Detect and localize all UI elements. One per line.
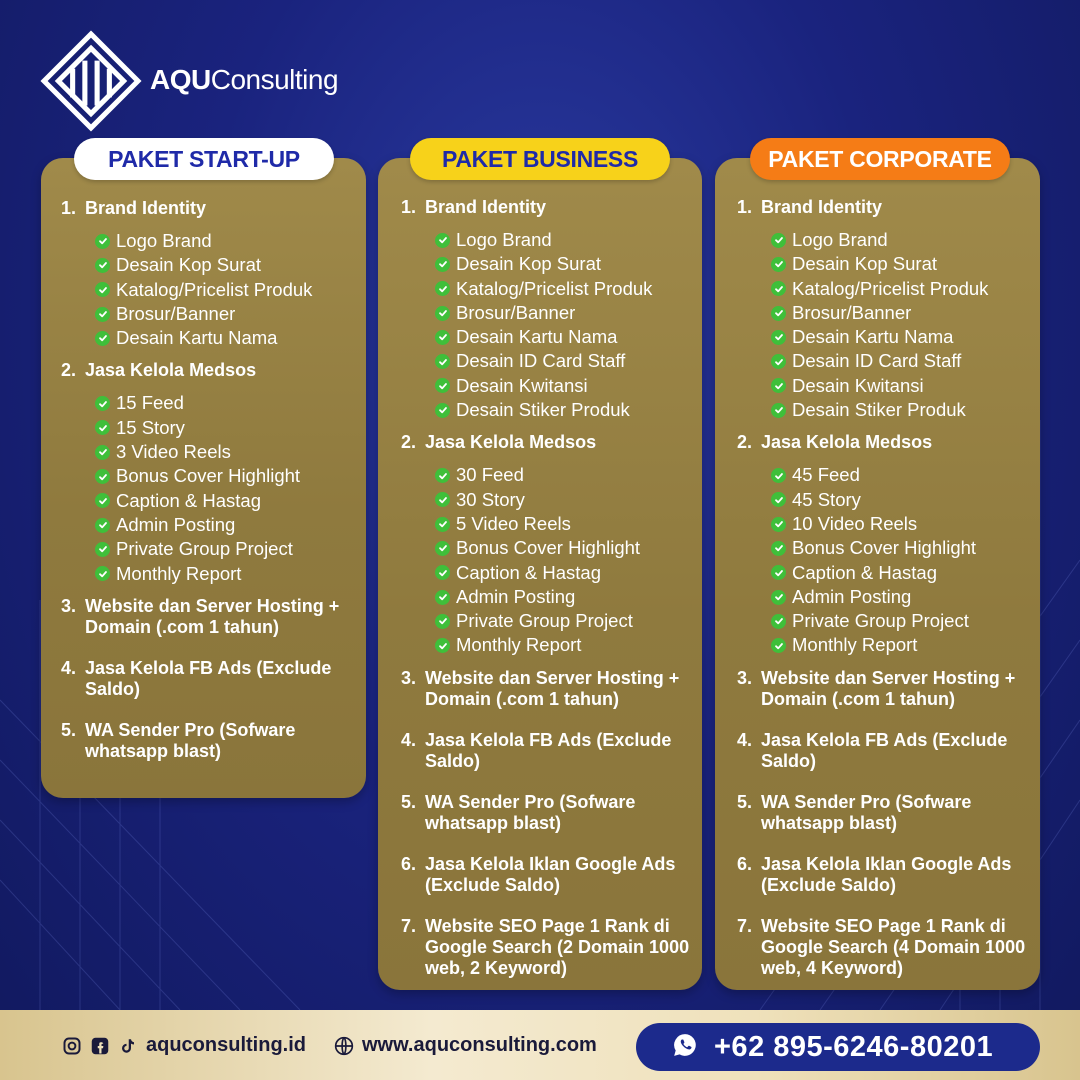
feature-label: Desain ID Card Staff <box>792 350 962 372</box>
feature-label: Desain Kwitansi <box>792 374 924 396</box>
feature-label: Caption & Hastag <box>792 561 938 583</box>
whatsapp-icon <box>672 1032 698 1063</box>
checkmark-icon <box>435 378 450 393</box>
section-number: 4. <box>737 729 753 750</box>
feature-label: Desain Kartu Nama <box>116 327 278 349</box>
section-number: 4. <box>401 729 417 750</box>
section-number: 7. <box>401 915 417 936</box>
instagram-icon[interactable] <box>62 1036 82 1056</box>
list-item <box>435 463 693 487</box>
checkmark-icon <box>95 566 110 581</box>
checkmark-icon <box>95 258 110 273</box>
section-heading <box>401 668 693 710</box>
section-number: 5. <box>61 719 77 740</box>
section-heading <box>401 916 693 979</box>
list-item <box>771 374 1031 398</box>
facebook-icon[interactable] <box>90 1036 110 1056</box>
feature-label: Private Group Project <box>792 610 969 632</box>
section-heading <box>401 854 693 896</box>
feature-list <box>435 228 693 422</box>
list-item <box>771 463 1031 487</box>
section-heading <box>401 792 693 834</box>
feature-label: Desain Kop Surat <box>456 253 602 275</box>
feature-label: Bonus Cover Highlight <box>456 537 641 559</box>
list-item <box>435 585 693 609</box>
section-heading <box>61 360 356 381</box>
feature-label: Private Group Project <box>456 610 633 632</box>
checkmark-icon <box>435 281 450 296</box>
feature-label: Private Group Project <box>116 538 293 560</box>
feature-label: Desain Kartu Nama <box>456 326 618 348</box>
list-item <box>95 513 356 537</box>
section-heading <box>401 432 693 453</box>
list-item <box>435 488 693 512</box>
checkmark-icon <box>95 420 110 435</box>
checkmark-icon <box>435 517 450 532</box>
list-item <box>95 537 356 561</box>
package-list-corporate <box>737 197 1031 999</box>
checkmark-icon <box>771 354 786 369</box>
feature-label: Brosur/Banner <box>792 301 912 323</box>
list-item <box>435 512 693 536</box>
checkmark-icon <box>771 330 786 345</box>
checkmark-icon <box>95 493 110 508</box>
section-title: Website dan Server Hosting + Domain (.com 1 tahun) <box>761 667 1016 709</box>
section-heading <box>61 720 356 762</box>
list-item <box>95 278 356 302</box>
checkmark-icon <box>95 396 110 411</box>
section-number: 6. <box>737 853 753 874</box>
checkmark-icon <box>435 257 450 272</box>
checkmark-icon <box>435 541 450 556</box>
section-title: Website SEO Page 1 Rank di Google Search (2 Domain 1000 web, 2 Keyword) <box>425 915 690 978</box>
section-title: Jasa Kelola Medsos <box>761 432 933 453</box>
list-item <box>95 326 356 350</box>
list-item <box>771 609 1031 633</box>
feature-label: Admin Posting <box>792 585 912 607</box>
list-item <box>771 277 1031 301</box>
section-heading <box>61 658 356 700</box>
checkmark-icon <box>435 330 450 345</box>
feature-label: 10 Video Reels <box>792 512 918 534</box>
section-title: Jasa Kelola Iklan Google Ads (Exclude Saldo) <box>761 853 1012 895</box>
list-item <box>771 325 1031 349</box>
list-item <box>771 585 1031 609</box>
section-heading <box>737 432 1031 453</box>
checkmark-icon <box>435 492 450 507</box>
section-heading <box>737 916 1031 979</box>
section-number: 2. <box>737 432 753 453</box>
feature-label: 3 Video Reels <box>116 441 231 463</box>
feature-label: Desain Kop Surat <box>116 254 262 276</box>
list-item <box>435 398 693 422</box>
list-item <box>95 416 356 440</box>
section-title: Jasa Kelola FB Ads (Exclude Saldo) <box>425 729 672 771</box>
feature-label: Katalog/Pricelist Produk <box>792 277 989 299</box>
section-heading <box>737 854 1031 896</box>
list-item <box>771 349 1031 373</box>
package-list-business <box>401 197 693 999</box>
section-number: 1. <box>401 197 417 217</box>
section-heading <box>401 730 693 772</box>
list-item <box>435 374 693 398</box>
list-item <box>435 609 693 633</box>
checkmark-icon <box>771 565 786 580</box>
checkmark-icon <box>771 306 786 321</box>
section-title: Website dan Server Hosting + Domain (.com 1 tahun) <box>85 595 340 637</box>
section-number: 1. <box>61 198 77 218</box>
list-item <box>435 301 693 325</box>
section-title: Brand Identity <box>425 197 547 217</box>
checkmark-icon <box>771 257 786 272</box>
list-item <box>95 229 356 253</box>
list-item <box>95 302 356 326</box>
feature-label: 30 Feed <box>456 464 524 486</box>
list-item <box>95 391 356 415</box>
feature-label: Katalog/Pricelist Produk <box>456 277 653 299</box>
section-number: 5. <box>401 791 417 812</box>
feature-label: Logo Brand <box>792 229 888 250</box>
section-title: WA Sender Pro (Sofware whatsapp blast) <box>761 791 972 833</box>
checkmark-icon <box>95 542 110 557</box>
feature-label: Monthly Report <box>792 634 918 656</box>
checkmark-icon <box>771 233 786 248</box>
phone-number: +62 895-6246-80201 <box>714 1030 994 1063</box>
list-item <box>435 228 693 252</box>
section-number: 3. <box>401 667 417 688</box>
list-item <box>771 561 1031 585</box>
checkmark-icon <box>435 354 450 369</box>
checkmark-icon <box>95 307 110 322</box>
footer-website <box>334 1034 597 1057</box>
feature-label: Logo Brand <box>456 229 552 250</box>
checkmark-icon <box>771 492 786 507</box>
list-item <box>435 277 693 301</box>
feature-label: Brosur/Banner <box>456 301 576 323</box>
list-item <box>771 633 1031 657</box>
list-item <box>771 488 1031 512</box>
list-item <box>95 562 356 586</box>
section-number: 5. <box>737 791 753 812</box>
list-item <box>435 252 693 276</box>
list-item <box>435 536 693 560</box>
checkmark-icon <box>95 331 110 346</box>
section-title: Jasa Kelola Medsos <box>85 360 257 381</box>
checkmark-icon <box>771 403 786 418</box>
section-number: 2. <box>401 432 417 453</box>
checkmark-icon <box>771 517 786 532</box>
feature-label: 30 Story <box>456 488 525 510</box>
tiktok-icon[interactable] <box>118 1036 138 1056</box>
feature-label: Bonus Cover Highlight <box>792 537 977 559</box>
list-item <box>435 349 693 373</box>
section-heading <box>401 197 693 218</box>
section-number: 6. <box>401 853 417 874</box>
website-link[interactable]: www.aquconsulting.com <box>362 1034 597 1056</box>
feature-label: Admin Posting <box>456 585 576 607</box>
section-title: WA Sender Pro (Sofware whatsapp blast) <box>425 791 636 833</box>
feature-list <box>95 229 356 350</box>
feature-list <box>435 463 693 657</box>
list-item <box>771 252 1031 276</box>
feature-label: 5 Video Reels <box>456 512 571 534</box>
aqu-logo <box>40 30 142 132</box>
section-heading <box>737 668 1031 710</box>
feature-label: Monthly Report <box>116 562 242 584</box>
feature-label: Monthly Report <box>456 634 582 656</box>
list-item <box>95 253 356 277</box>
checkmark-icon <box>95 518 110 533</box>
checkmark-icon <box>435 590 450 605</box>
section-number: 2. <box>61 360 77 381</box>
checkmark-icon <box>771 638 786 653</box>
checkmark-icon <box>95 282 110 297</box>
section-number: 7. <box>737 915 753 936</box>
feature-list <box>771 228 1031 422</box>
feature-label: Desain Kwitansi <box>456 374 588 396</box>
section-heading <box>737 197 1031 218</box>
feature-label: Bonus Cover Highlight <box>116 465 301 487</box>
feature-label: 45 Feed <box>792 464 860 486</box>
feature-label: Desain ID Card Staff <box>456 350 626 372</box>
section-title: Brand Identity <box>85 198 207 218</box>
feature-label: Desain Kartu Nama <box>792 326 954 348</box>
section-title: Website SEO Page 1 Rank di Google Search (4 Domain 1000 web, 4 Keyword) <box>761 915 1026 978</box>
social-handle[interactable]: aquconsulting.id <box>146 1034 306 1056</box>
checkmark-icon <box>771 590 786 605</box>
checkmark-icon <box>771 541 786 556</box>
package-title-business: PAKET BUSINESS <box>410 138 670 180</box>
checkmark-icon <box>771 614 786 629</box>
feature-list <box>771 463 1031 657</box>
feature-label: Desain Stiker Produk <box>792 399 966 421</box>
globe-icon <box>334 1036 354 1056</box>
list-item <box>95 440 356 464</box>
feature-label: 15 Story <box>116 416 185 438</box>
feature-label: Caption & Hastag <box>456 561 602 583</box>
list-item <box>95 489 356 513</box>
checkmark-icon <box>435 638 450 653</box>
checkmark-icon <box>771 281 786 296</box>
feature-list <box>95 391 356 585</box>
section-number: 3. <box>737 667 753 688</box>
feature-label: Admin Posting <box>116 513 236 535</box>
checkmark-icon <box>771 468 786 483</box>
list-item <box>771 398 1031 422</box>
footer-social <box>62 1034 306 1057</box>
package-title-corporate: PAKET CORPORATE <box>750 138 1010 180</box>
feature-label: 15 Feed <box>116 392 184 414</box>
checkmark-icon <box>435 306 450 321</box>
section-title: Jasa Kelola FB Ads (Exclude Saldo) <box>761 729 1008 771</box>
section-title: Jasa Kelola FB Ads (Exclude Saldo) <box>85 657 332 699</box>
list-item <box>435 325 693 349</box>
phone-button[interactable] <box>636 1023 1040 1071</box>
checkmark-icon <box>435 565 450 580</box>
checkmark-icon <box>435 233 450 248</box>
list-item <box>771 228 1031 252</box>
list-item <box>771 512 1031 536</box>
section-number: 3. <box>61 595 77 616</box>
feature-label: Desain Kop Surat <box>792 253 938 275</box>
section-title: WA Sender Pro (Sofware whatsapp blast) <box>85 719 296 761</box>
feature-label: Caption & Hastag <box>116 489 262 511</box>
checkmark-icon <box>771 378 786 393</box>
feature-label: Brosur/Banner <box>116 302 236 324</box>
checkmark-icon <box>95 469 110 484</box>
checkmark-icon <box>435 614 450 629</box>
list-item <box>435 633 693 657</box>
feature-label: 45 Story <box>792 488 861 510</box>
checkmark-icon <box>435 403 450 418</box>
list-item <box>771 301 1031 325</box>
list-item <box>435 561 693 585</box>
list-item <box>95 464 356 488</box>
section-title: Website dan Server Hosting + Domain (.com 1 tahun) <box>425 667 680 709</box>
section-heading <box>737 792 1031 834</box>
section-heading <box>61 198 356 219</box>
section-title: Jasa Kelola Medsos <box>425 432 597 453</box>
list-item <box>771 536 1031 560</box>
checkmark-icon <box>95 234 110 249</box>
section-number: 1. <box>737 197 753 217</box>
section-heading <box>61 596 356 638</box>
checkmark-icon <box>95 445 110 460</box>
package-title-startup: PAKET START-UP <box>74 138 334 180</box>
checkmark-icon <box>435 468 450 483</box>
section-title: Jasa Kelola Iklan Google Ads (Exclude Saldo) <box>425 853 676 895</box>
section-title: Brand Identity <box>761 197 883 217</box>
feature-label: Desain Stiker Produk <box>456 399 630 421</box>
feature-label: Logo Brand <box>116 230 212 251</box>
section-number: 4. <box>61 657 77 678</box>
feature-label: Katalog/Pricelist Produk <box>116 278 313 300</box>
package-list-startup <box>61 198 356 782</box>
brand-name: AQUConsulting <box>150 64 339 95</box>
section-heading <box>737 730 1031 772</box>
